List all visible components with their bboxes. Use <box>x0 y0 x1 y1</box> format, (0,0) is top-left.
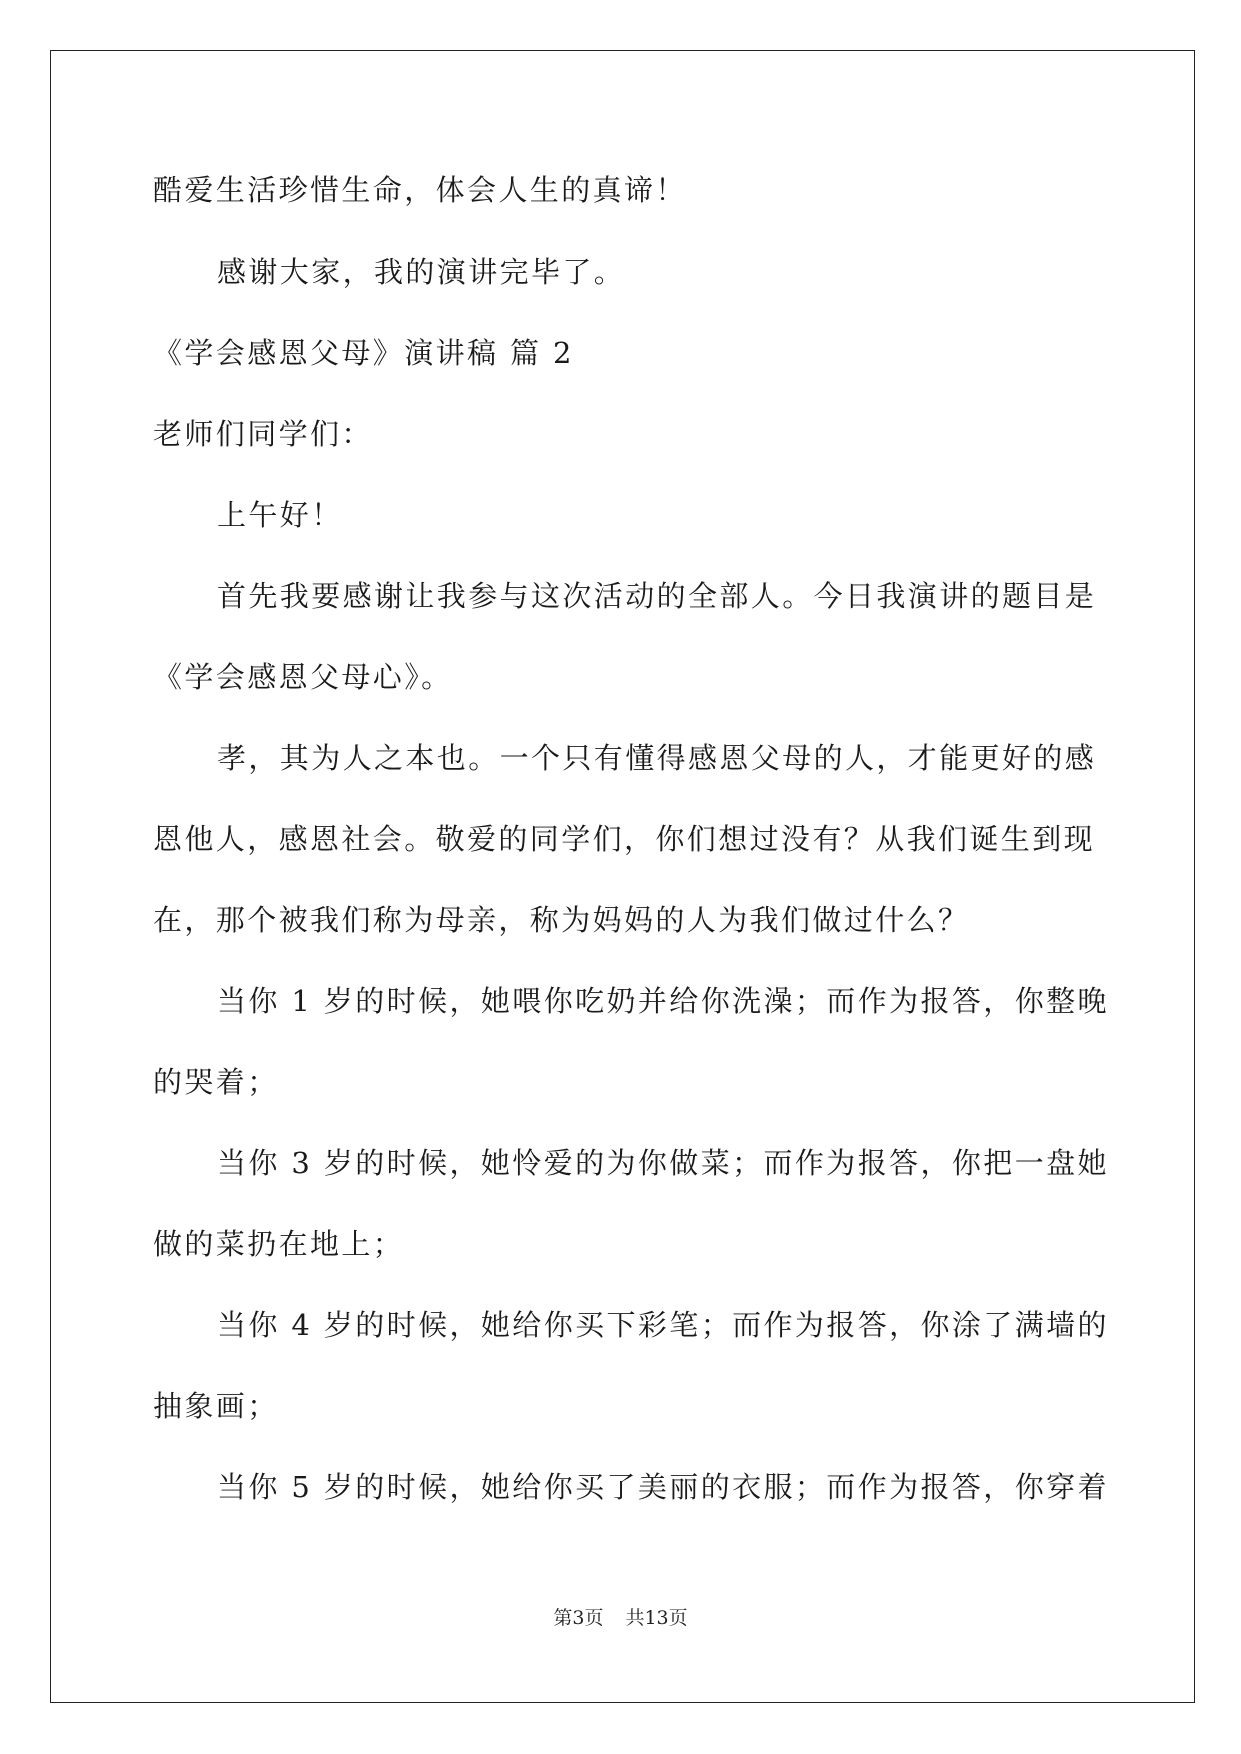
text-line: 酷爱生活珍惜生命，体会人生的真谛！ <box>153 173 687 207</box>
text-line: 恩他人，感恩社会。敬爱的同学们，你们想过没有？从我们诞生到现 <box>153 822 1096 856</box>
text-line: 上午好！ <box>217 498 343 532</box>
page-number: 第3页 <box>553 1607 604 1629</box>
text-line: 感谢大家，我的演讲完毕了。 <box>217 255 626 289</box>
text-line: 当你 3 岁的时候，她怜爱的为你做菜；而作为报答，你把一盘她 <box>217 1146 1109 1180</box>
text-line: 的哭着； <box>153 1065 279 1099</box>
text-line: 首先我要感谢让我参与这次活动的全部人。今日我演讲的题目是 <box>217 579 1097 613</box>
text-line: 《学会感恩父母心》。 <box>153 660 453 694</box>
text-line: 做的菜扔在地上； <box>153 1227 405 1261</box>
section-heading: 《学会感恩父母》演讲稿 篇 2 <box>153 336 574 370</box>
text-line: 在，那个被我们称为母亲，称为妈妈的人为我们做过什么？ <box>153 903 970 937</box>
text-line: 当你 4 岁的时候，她给你买下彩笔；而作为报答，你涂了满墙的 <box>217 1308 1109 1342</box>
total-pages: 共13页 <box>625 1607 688 1629</box>
page-border <box>50 50 1195 1703</box>
page-footer <box>0 1606 1241 1630</box>
text-line: 孝，其为人之本也。一个只有懂得感恩父母的人，才能更好的感 <box>217 741 1097 775</box>
text-line: 当你 5 岁的时候，她给你买了美丽的衣服；而作为报答，你穿着 <box>217 1470 1109 1504</box>
text-line: 当你 1 岁的时候，她喂你吃奶并给你洗澡；而作为报答，你整晚 <box>217 984 1109 1018</box>
text-line: 抽象画； <box>153 1389 279 1423</box>
text-line: 老师们同学们： <box>153 417 373 451</box>
